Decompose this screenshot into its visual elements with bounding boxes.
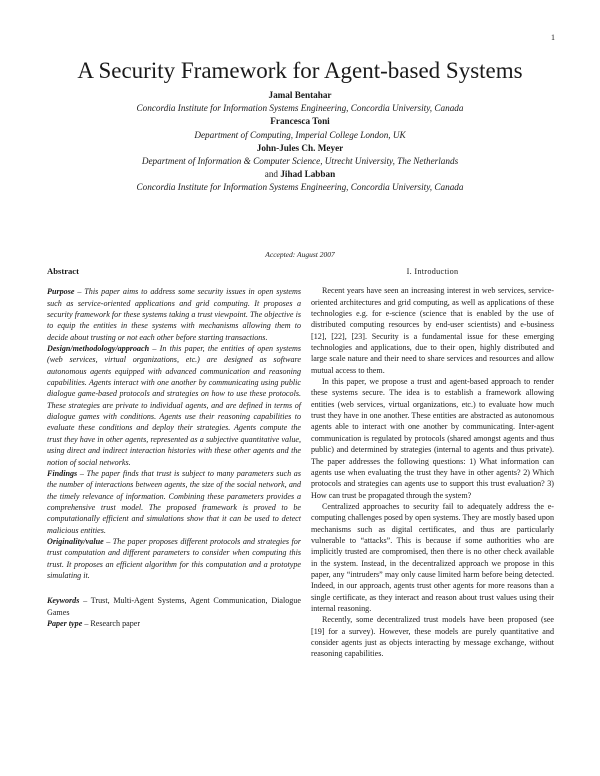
author-affiliation: Department of Information & Computer Science, Utrecht University, The Netherlands <box>141 156 459 167</box>
author-affiliation: Department of Computing, Imperial College London, UK <box>194 129 406 140</box>
author-name: Jamal Bentahar <box>268 90 332 100</box>
section-text: – This paper aims to address some security issues in open systems such as service-oriented applications and grid computing. It proposes a security framework for these systems taking a trust viewpoint. The objective is to equip the entities in these systems with mechanisms allowing them to decide about trusting or not each other before starting transactions. <box>47 287 301 342</box>
section-text: – The paper proposes different protocols and strategies for trust computation and different parameters to consider when computing this trust. It proposes an efficient algorithm for this computation and a prototype simulating it. <box>47 536 301 580</box>
abstract-findings <box>47 468 301 536</box>
abstract-heading: Abstract <box>47 266 79 276</box>
abstract-column <box>47 264 301 629</box>
intro-paragraph: In this paper, we propose a trust and agent-based approach to render these systems secure. The idea is to establish a framework allowing entities (web services, virtual organizations, etc.) to evaluate how much trust they have in one another. These entities are abstracted as autonomous agents able to interact with one another by communicating. Inter-agent communication is regulated by protocols (shared amongst agents and thus public) and determined by strategies (internal to agents and thus private). The paper addresses the following questions: 1) What information can agents use when evaluating the trust they have in other agents? 2) Which protocols and strategies can agents use to support this trust evaluation? 3) How can trust be propagated through the system? <box>311 377 554 500</box>
abstract-purpose <box>47 286 301 343</box>
keywords <box>47 595 301 618</box>
intro-paragraph: Recent years have seen an increasing interest in web services, service-oriented architectures and grid computing, as well as applications of these technologies e.g. for e-science (science that is enabled by the use of distributed computing resources by end-user scientists) and e-business [12], [22], [23]. Security is a fundamental issue for these emerging technologies and applications, due to their open, highly distributed and large scale nature and their need to share services and resources and allow mutual access to them. <box>311 286 554 375</box>
author-entry <box>0 115 600 128</box>
introduction-column <box>311 264 554 660</box>
author-name: Jihad Labban <box>280 169 336 180</box>
abstract-originality <box>47 536 301 581</box>
section-label: Findings <box>47 468 78 478</box>
author-block <box>0 89 600 195</box>
page-number: 1 <box>551 33 555 42</box>
author-name: John-Jules Ch. Meyer <box>256 142 344 153</box>
author-prefix: and <box>264 169 281 180</box>
author-affiliation: Concordia Institute for Information Systems Engineering, Concordia University, Canada <box>136 103 464 114</box>
paper-type <box>47 618 301 629</box>
accepted-date: Accepted: August 2007 <box>265 250 335 259</box>
author-name: Francesca Toni <box>270 116 330 127</box>
intro-paragraph: Recently, some decentralized trust models have been proposed (see [19] for a survey). However, these models are purely quantitative and consider agents just as objects interacting by message exchange, without reasoning capabilities. <box>311 615 554 659</box>
author-entry <box>0 89 600 102</box>
section-label: Design/methodology/approach <box>47 344 150 354</box>
section-text: – In this paper, the entities of open systems (web services, virtual organizations, etc.) are designed as software autonomous agents equipped with advanced communication and reasoning capabilities. Agents interact with one another by communicating using public dialogue game-based protocols and strategies on how to use these protocols. These strategies are private to individual agents, and are defined in terms of dialogue games with conditions. Agents use their reasoning capabilities to evaluate these conditions and deploy their strategies. Agents compute the trust they have in other agents, represented as a subjective quantitative value, using direct and indirect interaction histories with these other agents and the notion of social networks. <box>47 344 301 467</box>
intro-paragraph: Centralized approaches to security fail to adequately address the e-computing challenges posed by open systems. They are mostly based upon mechanisms such as digital certificates, and thus are particularly vulnerable to “attacks”. This is because if some authorities who are implicitly trusted are compromised, then there is no other check available in the system. Instead, in the decentralized approach we propose in this paper, any “intruders” may only cause limited harm before being detected. Indeed, in our approach, agents trust other agents for more reasons than a single certificate, as they interact and reason about trust values using their internal reasoning. <box>311 501 554 613</box>
keywords-label: Keywords <box>47 596 80 606</box>
author-entry <box>0 168 600 181</box>
abstract-design <box>47 343 301 468</box>
author-affiliation: Concordia Institute for Information Systems Engineering, Concordia University, Canada <box>136 182 464 193</box>
paper-title: A Security Framework for Agent-based Systems <box>77 58 523 83</box>
section-label: Originality/value <box>47 536 104 546</box>
paper-type-label: Paper type <box>47 618 83 628</box>
paper-type-text: – Research paper <box>82 618 141 628</box>
section-label: Purpose <box>47 287 75 297</box>
introduction-heading: I. Introduction <box>406 267 459 276</box>
author-entry <box>0 142 600 155</box>
keywords-text: – Trust, Multi-Agent Systems, Agent Communication, Dialogue Games <box>47 596 301 617</box>
section-text: – The paper finds that trust is subject to many parameters such as the number of interactions between agents, the size of the social network, and the timely relevance of information. Combining these parameters provides a comprehensive trust model. The proposed framework is proved to be computationally efficient and simulations show that it can be used to detect malicious entities. <box>47 468 301 535</box>
